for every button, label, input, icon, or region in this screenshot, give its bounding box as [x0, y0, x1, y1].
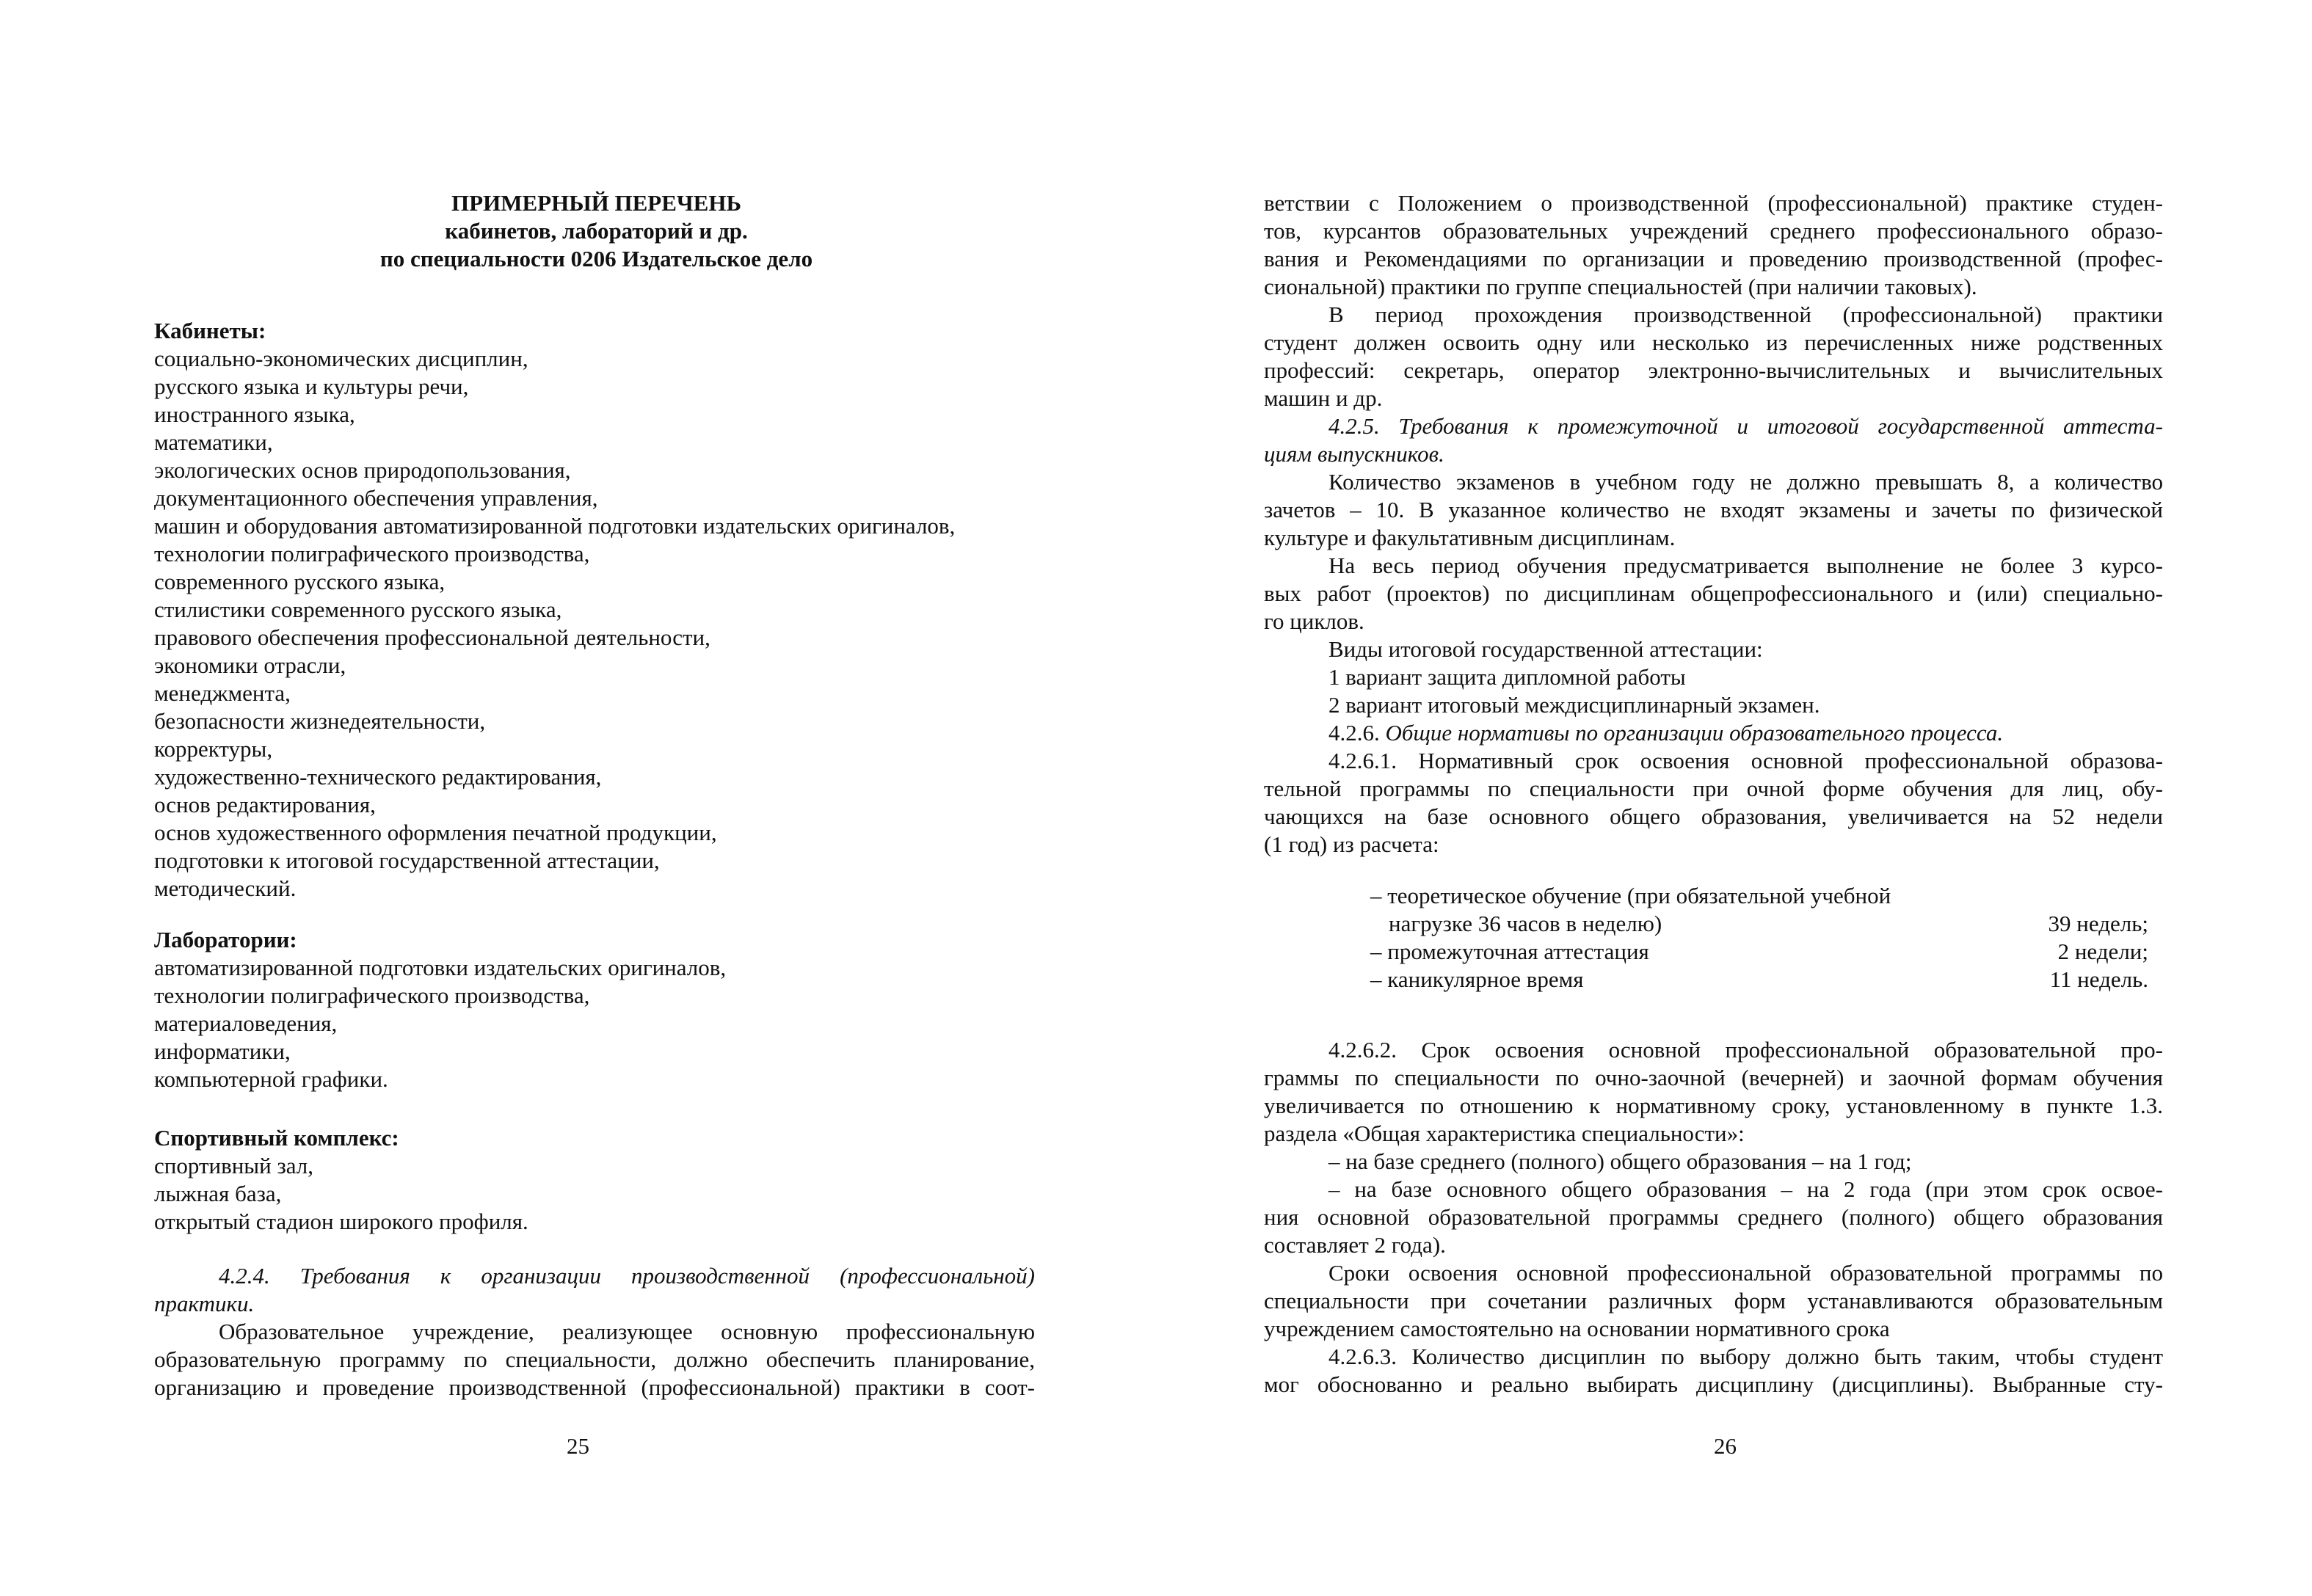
- row-label: нагрузке 36 часов в неделю): [1389, 911, 1662, 936]
- list-item: основ художественного оформления печатной продукции,: [154, 820, 717, 845]
- row-label: – теоретическое обучение (при обязательной учебной: [1370, 883, 1891, 908]
- paragraph-line: 4.2.6.2. Срок освоения основной профессиональной образовательной про-: [1328, 1037, 2163, 1063]
- list-item: компьютерной графики.: [154, 1066, 388, 1092]
- list-item: социально-экономических дисциплин,: [154, 346, 528, 371]
- table-row: [1370, 966, 2148, 994]
- table-row: [1370, 938, 2148, 966]
- list-item: машин и оборудования автоматизированной подготовки издательских оригиналов,: [154, 513, 956, 539]
- list-item: математики,: [154, 429, 273, 455]
- row-label: – промежуточная аттестация: [1370, 939, 1649, 964]
- list-item: 1 вариант защита дипломной работы: [1328, 664, 1686, 690]
- paragraph-line: 4.2.6.3. Количество дисциплин по выбору должно быть таким, чтобы студент: [1328, 1344, 2163, 1369]
- paragraph-line: На весь период обучения предусматривается выполнение не более 3 курсо-: [1328, 553, 2163, 578]
- list-item: документационного обеспечения управления,: [154, 485, 598, 511]
- paragraph-line: Количество экзаменов в учебном году не должно превышать 8, а количество: [1328, 469, 2163, 495]
- paragraph-line: организацию и проведение производственной (профессиональной) практики в соот-: [154, 1374, 1035, 1400]
- list-item: 2 вариант итоговый междисциплинарный экзамен.: [1328, 692, 1820, 718]
- paragraph-line: специальности при сочетании различных форм устанавливаются образовательным: [1264, 1288, 2163, 1313]
- calculation-table: [1370, 882, 2148, 994]
- list-item: подготовки к итоговой государственной аттестации,: [154, 848, 660, 873]
- paragraph-line: составляет 2 года).: [1264, 1232, 1446, 1258]
- paragraph-line: увеличивается по отношению к нормативному сроку, установленному в пункте 1.3.: [1264, 1093, 2163, 1118]
- section-heading: практики.: [154, 1291, 255, 1316]
- title-line: ПРИМЕРНЫЙ ПЕРЕЧЕНЬ: [451, 190, 741, 216]
- title-line: кабинетов, лабораторий и др.: [445, 218, 748, 244]
- paragraph-continuation: [1264, 189, 2163, 859]
- paragraph-line: тельной программы по специальности при очной форме обучения для лиц, обу-: [1264, 776, 2163, 801]
- paragraph-line: мог обоснованно и реально выбирать дисциплину (дисциплины). Выбранные сту-: [1264, 1371, 2163, 1397]
- list-item: безопасности жизнедеятельности,: [154, 708, 486, 734]
- list-item: менеджмента,: [154, 680, 291, 706]
- row-label: – каникулярное время: [1370, 966, 1584, 992]
- list-item: информатики,: [154, 1038, 291, 1064]
- page-number: 26: [1714, 1433, 1737, 1459]
- list-item: художественно-технического редактирования,: [154, 764, 602, 790]
- list-item: автоматизированной подготовки издательских оригиналов,: [154, 955, 727, 980]
- table-row: [1370, 910, 2148, 938]
- list-item: спортивный зал,: [154, 1153, 313, 1178]
- paragraph-line: профессий: секретарь, оператор электронно-вычислительных и вычислительных: [1264, 357, 2163, 383]
- list-item: иностранного языка,: [154, 401, 355, 427]
- paragraph-line: культуре и факультативным дисциплинам.: [1264, 525, 1676, 550]
- right-page: [1156, 0, 2312, 1596]
- paragraph-line: (1 год) из расчета:: [1264, 831, 1439, 857]
- list-item: материаловедения,: [154, 1010, 338, 1036]
- paragraph-line: образовательную программу по специальности, должно обеспечить планирование,: [154, 1347, 1035, 1372]
- list-item: правового обеспечения профессиональной деятельности,: [154, 624, 710, 650]
- section-heading: 4.2.5. Требования к промежуточной и итоговой государственной аттеста-: [1328, 413, 2163, 439]
- section-number: 4.2.6.: [1328, 720, 1380, 746]
- section-heading: [1264, 719, 2163, 747]
- paragraph-line: ветствии с Положением о производственной (профессиональной) практике студен-: [1264, 190, 2163, 216]
- paragraph-line: 4.2.6.1. Нормативный срок освоения основной профессиональной образова-: [1328, 748, 2163, 773]
- paragraph-line: ния основной образовательной программы среднего (полного) общего образования: [1264, 1204, 2163, 1230]
- list-item: русского языка и культуры речи,: [154, 374, 469, 399]
- paragraph-line: тов, курсантов образовательных учреждений среднего профессионального образо-: [1264, 218, 2163, 244]
- cabinets-heading: Кабинеты:: [154, 318, 266, 343]
- section-4-2-4: [154, 1262, 1035, 1402]
- list-item: – на базе основного общего образования – на 2 года (при этом срок освое-: [1328, 1176, 2163, 1202]
- row-value: 39 недель;: [2048, 911, 2148, 936]
- list-item: экономики отрасли,: [154, 652, 346, 678]
- paragraph-line: вых работ (проектов) по дисциплинам общепрофессионального и (или) специально-: [1264, 580, 2163, 606]
- paragraph-line: учреждением самостоятельно на основании нормативного срока: [1264, 1316, 1890, 1341]
- list-item: открытый стадион широкого профиля.: [154, 1209, 528, 1234]
- table-row: [1370, 882, 2148, 910]
- cabinets-section: [154, 317, 1035, 903]
- paragraph-line: зачетов – 10. В указанное количество не входят экзамены и зачеты по физической: [1264, 497, 2163, 522]
- list-item: основ редактирования,: [154, 792, 376, 817]
- paragraph-line: чающихся на базе основного общего образования, увеличивается на 52 недели: [1264, 804, 2163, 829]
- section-heading: 4.2.4. Требования к организации производственной (профессиональной): [219, 1263, 1035, 1289]
- list-item: стилистики современного русского языка,: [154, 597, 562, 622]
- paragraph-line: студент должен освоить одну или несколько из перечисленных ниже родственных: [1264, 329, 2163, 355]
- sport-heading: Спортивный комплекс:: [154, 1125, 399, 1151]
- sport-section: [154, 1124, 1035, 1236]
- list-item: лыжная база,: [154, 1181, 282, 1206]
- section-heading: циям выпускников.: [1264, 441, 1444, 467]
- paragraph-line: сиональной) практики по группе специальностей (при наличии таковых).: [1264, 274, 1977, 299]
- paragraph-line: В период прохождения производственной (профессиональной) практики: [1328, 302, 2163, 327]
- attestation-heading: Виды итоговой государственной аттестации:: [1328, 636, 1763, 662]
- section-title: Общие нормативы по организации образовательного процесса.: [1385, 720, 2004, 746]
- paragraph-line: раздела «Общая характеристика специальности»:: [1264, 1121, 1745, 1146]
- paragraph-line: граммы по специальности по очно-заочной (вечерней) и заочной формам обучения: [1264, 1065, 2163, 1090]
- paragraph-line: машин и др.: [1264, 385, 1383, 411]
- page-title: [154, 189, 1039, 273]
- list-item: – на базе среднего (полного) общего образования – на 1 год;: [1328, 1148, 1912, 1174]
- paragraph-line: вания и Рекомендациями по организации и проведению производственной (профес-: [1264, 246, 2163, 272]
- list-item: технологии полиграфического производства,: [154, 983, 590, 1008]
- row-value: 11 недель.: [2049, 966, 2148, 992]
- page-number: 25: [567, 1433, 589, 1459]
- section-4-2-6-2: [1264, 1036, 2163, 1399]
- list-item: методический.: [154, 875, 297, 901]
- paragraph-line: Сроки освоения основной профессиональной образовательной программы по: [1328, 1260, 2163, 1286]
- list-item: современного русского языка,: [154, 569, 446, 594]
- list-item: экологических основ природопользования,: [154, 457, 571, 483]
- row-value: 2 недели;: [2057, 939, 2148, 964]
- list-item: корректуры,: [154, 736, 273, 762]
- paragraph-line: Образовательное учреждение, реализующее основную профессиональную: [219, 1319, 1035, 1344]
- labs-heading: Лаборатории:: [154, 927, 297, 952]
- paragraph-line: го циклов.: [1264, 608, 1364, 634]
- title-line: по специальности 0206 Издательское дело: [379, 246, 813, 272]
- labs-section: [154, 926, 1035, 1093]
- list-item: технологии полиграфического производства,: [154, 541, 590, 566]
